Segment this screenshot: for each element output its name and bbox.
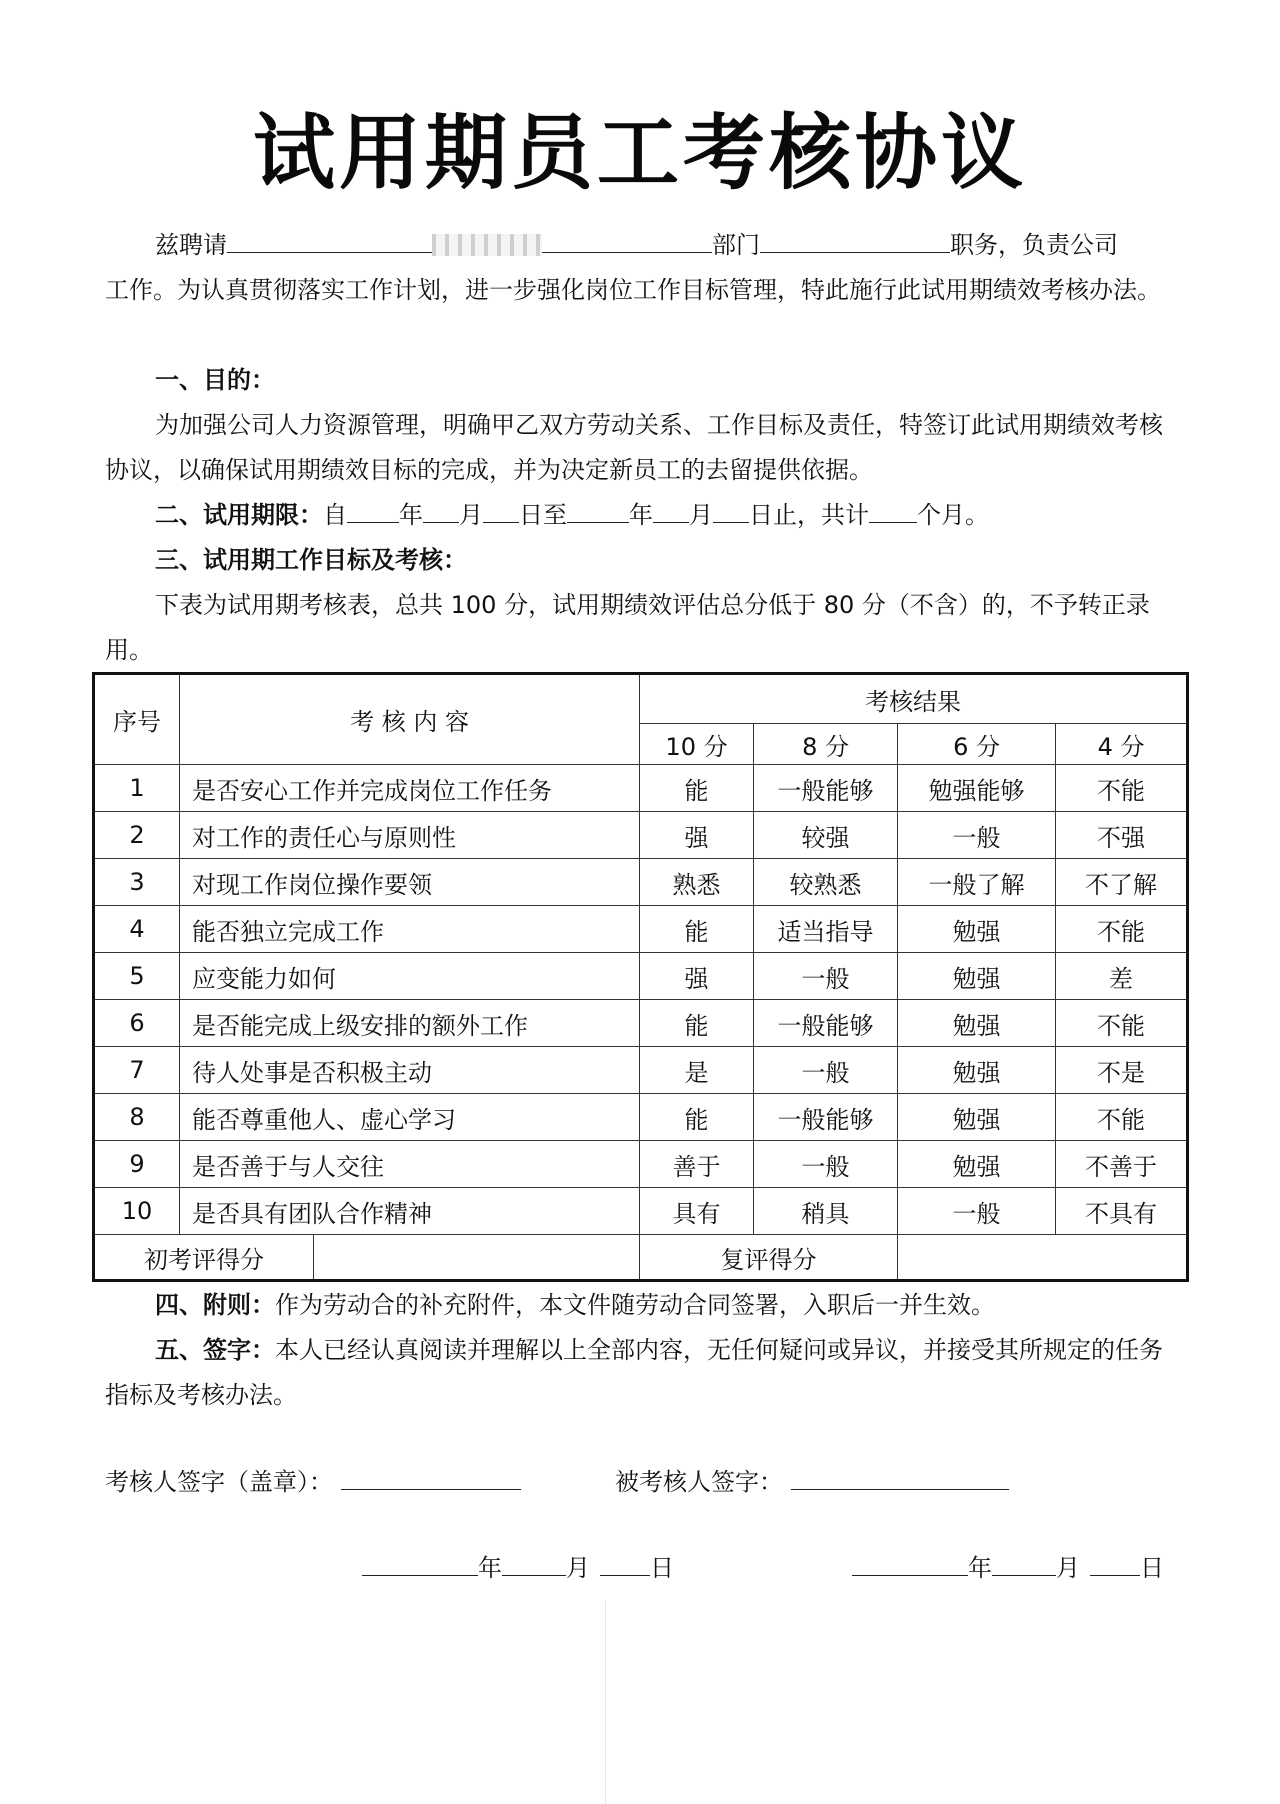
row-no: 7 (94, 1047, 180, 1094)
row-result-8: 一般能够 (754, 1094, 898, 1141)
section-4 (105, 1283, 1175, 1328)
assessee-date (852, 1548, 1164, 1583)
end-month-blank (653, 498, 689, 523)
assessor-signature-label: 考核人签字（盖章）： (105, 1468, 333, 1496)
row-item: 是否安心工作并完成岗位工作任务 (180, 765, 640, 812)
start-day-blank (483, 498, 519, 523)
row-item: 是否能完成上级安排的额外工作 (180, 1000, 640, 1047)
row-no: 9 (94, 1141, 180, 1188)
row-no: 10 (94, 1188, 180, 1235)
row-result-4: 不具有 (1056, 1188, 1188, 1235)
header-content: 考 核 内 容 (180, 674, 640, 765)
assessor-signature-field[interactable] (341, 1467, 521, 1490)
period-year-label: 年 (399, 501, 423, 529)
row-no: 1 (94, 765, 180, 812)
row-no: 4 (94, 906, 180, 953)
assessee-year-label: 年 (968, 1554, 992, 1582)
department-blank (542, 228, 712, 253)
assessee-day-field[interactable] (1090, 1553, 1140, 1576)
section-3-heading: 三、试用期工作目标及考核： (155, 546, 467, 574)
row-result-6: 勉强能够 (898, 765, 1056, 812)
row-result-8: 较强 (754, 812, 898, 859)
row-item: 是否具有团队合作精神 (180, 1188, 640, 1235)
row-result-6: 勉强 (898, 906, 1056, 953)
section-5 (105, 1328, 1175, 1418)
score-10-header: 10 分 (640, 724, 754, 765)
intro-text-department: 部门 (712, 231, 760, 259)
assessee-year-field[interactable] (852, 1553, 968, 1576)
row-result-10: 熟悉 (640, 859, 754, 906)
row-result-6: 一般 (898, 812, 1056, 859)
table-row (94, 1094, 1188, 1141)
redacted-mark (432, 234, 542, 256)
assessor-year-label: 年 (478, 1554, 502, 1582)
assessee-month-label: 月 (1056, 1554, 1080, 1582)
section-2 (105, 493, 1175, 538)
section-5-text: 本人已经认真阅读并理解以上全部内容，无任何疑问或异议，并接受其所规定的任务指标及考核办法。 (105, 1336, 1163, 1409)
row-result-10: 强 (640, 953, 754, 1000)
table-row (94, 1000, 1188, 1047)
assessee-signature-label: 被考核人签字： (615, 1468, 783, 1496)
row-result-8: 一般 (754, 953, 898, 1000)
row-result-4: 不能 (1056, 1094, 1188, 1141)
row-result-6: 勉强 (898, 1047, 1056, 1094)
row-result-10: 能 (640, 906, 754, 953)
page-fold-line (605, 1600, 606, 1804)
assessor-day-field[interactable] (600, 1553, 650, 1576)
assessee-signature (615, 1462, 1009, 1497)
assessor-month-label: 月 (566, 1554, 590, 1582)
assessee-day-label: 日 (1140, 1554, 1164, 1582)
document-title: 试用期员工考核协议 (252, 106, 1027, 201)
section-1-text: 为加强公司人力资源管理，明确甲乙双方劳动关系、工作目标及责任，特签订此试用期绩效考核协议，以确保试用期绩效目标的完成，并为决定新员工的去留提供依据。 (105, 411, 1163, 484)
row-result-10: 具有 (640, 1188, 754, 1235)
first-score-field[interactable] (314, 1235, 640, 1281)
row-result-4: 不强 (1056, 812, 1188, 859)
period-from: 自 (323, 501, 347, 529)
assessor-year-field[interactable] (362, 1553, 478, 1576)
position-blank (760, 228, 950, 253)
row-no: 8 (94, 1094, 180, 1141)
assessor-day-label: 日 (650, 1554, 674, 1582)
score-6-header: 6 分 (898, 724, 1056, 765)
table-row (94, 812, 1188, 859)
row-result-4: 不是 (1056, 1047, 1188, 1094)
intro-text-purpose: 工作。为认真贯彻落实工作计划，进一步强化岗位工作目标管理，特此施行此试用期绩效考核办法。 (105, 276, 1161, 304)
row-result-6: 勉强 (898, 1000, 1056, 1047)
assessor-date (362, 1548, 674, 1583)
section-3-text: 下表为试用期考核表，总共 100 分，试用期绩效评估总分低于 80 分（不含）的，不予转正录用。 (105, 591, 1150, 664)
intro-text-hire: 兹聘请 (155, 231, 227, 259)
row-result-8: 一般 (754, 1141, 898, 1188)
score-8-header: 8 分 (754, 724, 898, 765)
table-row (94, 953, 1188, 1000)
row-result-8: 适当指导 (754, 906, 898, 953)
period-day-to: 日至 (519, 501, 567, 529)
assessor-signature (105, 1462, 521, 1497)
row-result-4: 差 (1056, 953, 1188, 1000)
row-item: 待人处事是否积极主动 (180, 1047, 640, 1094)
score-row (94, 1235, 1188, 1281)
section-1-heading: 一、目的： (155, 366, 275, 394)
section-4-text: 作为劳动合的补充附件，本文件随劳动合同签署，入职后一并生效。 (275, 1291, 995, 1319)
row-result-10: 能 (640, 1000, 754, 1047)
row-result-6: 勉强 (898, 953, 1056, 1000)
row-item: 是否善于与人交往 (180, 1141, 640, 1188)
row-result-8: 一般能够 (754, 765, 898, 812)
row-result-10: 善于 (640, 1141, 754, 1188)
row-result-6: 一般 (898, 1188, 1056, 1235)
header-result: 考核结果 (640, 674, 1188, 724)
row-result-8: 一般能够 (754, 1000, 898, 1047)
section-4-heading: 四、附则： (155, 1291, 275, 1319)
row-no: 2 (94, 812, 180, 859)
row-no: 3 (94, 859, 180, 906)
assessment-table (92, 672, 1189, 1282)
row-result-10: 能 (640, 765, 754, 812)
total-months-blank (869, 498, 917, 523)
intro-paragraph (105, 223, 1175, 313)
review-score-field[interactable] (898, 1235, 1188, 1281)
name-blank (227, 228, 432, 253)
first-score-label: 初考评得分 (94, 1235, 314, 1281)
assessor-month-field[interactable] (502, 1553, 566, 1576)
end-day-blank (713, 498, 749, 523)
row-result-4: 不能 (1056, 765, 1188, 812)
row-item: 对工作的责任心与原则性 (180, 812, 640, 859)
start-month-blank (423, 498, 459, 523)
row-item: 应变能力如何 (180, 953, 640, 1000)
table-row (94, 1188, 1188, 1235)
row-result-4: 不能 (1056, 1000, 1188, 1047)
assessee-month-field[interactable] (992, 1553, 1056, 1576)
table-row (94, 1141, 1188, 1188)
section-5-heading: 五、签字： (155, 1336, 275, 1364)
row-item: 能否尊重他人、虚心学习 (180, 1094, 640, 1141)
row-item: 能否独立完成工作 (180, 906, 640, 953)
table-row (94, 859, 1188, 906)
row-result-10: 是 (640, 1047, 754, 1094)
table-row (94, 906, 1188, 953)
section-3 (105, 538, 1175, 673)
assessee-signature-field[interactable] (791, 1467, 1009, 1490)
row-result-6: 勉强 (898, 1094, 1056, 1141)
period-end-month-label: 月 (689, 501, 713, 529)
start-year-blank (347, 498, 399, 523)
header-no: 序号 (94, 674, 180, 765)
row-result-4: 不善于 (1056, 1141, 1188, 1188)
period-months-label: 个月。 (917, 501, 989, 529)
end-year-blank (567, 498, 629, 523)
row-no: 5 (94, 953, 180, 1000)
row-result-6: 勉强 (898, 1141, 1056, 1188)
table-row (94, 1047, 1188, 1094)
row-result-10: 强 (640, 812, 754, 859)
review-score-label: 复评得分 (640, 1235, 898, 1281)
row-no: 6 (94, 1000, 180, 1047)
row-item: 对现工作岗位操作要领 (180, 859, 640, 906)
section-1 (105, 358, 1175, 493)
row-result-4: 不能 (1056, 906, 1188, 953)
row-result-8: 稍具 (754, 1188, 898, 1235)
table-row (94, 765, 1188, 812)
row-result-6: 一般了解 (898, 859, 1056, 906)
section-2-heading: 二、试用期限： (155, 501, 323, 529)
period-day-end: 日止，共计 (749, 501, 869, 529)
period-end-year-label: 年 (629, 501, 653, 529)
score-4-header: 4 分 (1056, 724, 1188, 765)
row-result-8: 一般 (754, 1047, 898, 1094)
row-result-8: 较熟悉 (754, 859, 898, 906)
row-result-10: 能 (640, 1094, 754, 1141)
row-result-4: 不了解 (1056, 859, 1188, 906)
period-month-label: 月 (459, 501, 483, 529)
intro-text-position: 职务，负责公司 (950, 231, 1118, 259)
